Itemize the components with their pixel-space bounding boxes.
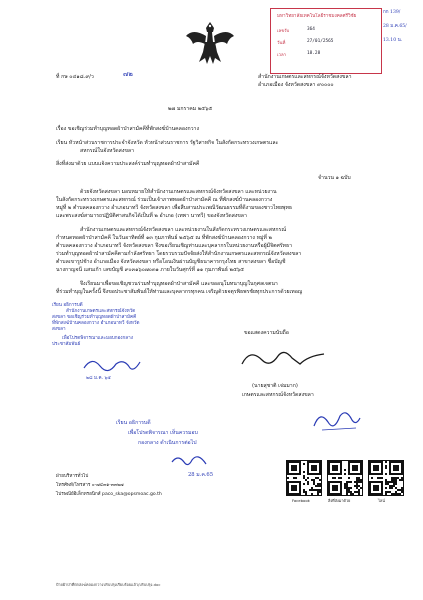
stamp-extra-date: 28 ม.ค.65/ <box>383 24 407 29</box>
note-left-l1: เรียน อธิการบดี <box>52 303 83 308</box>
body-p1-l2: ในสังกัดกระทรวงเกษตรและสหกรณ์ ร่วมเป็นเจ้าภาพทอดผ้าป่าสามัคคี ณ ที่พักสงฆ์บ้านคลองกวาง <box>56 197 273 203</box>
qr-label-enclosure: สิ่งที่ส่งมาด้วย <box>328 498 351 503</box>
contact-dept: ฝ่ายบริหารทั่วไป <box>56 474 89 479</box>
contact-tel: โทรศัพท์/โทรสาร ๐-๗๔๓๑-๓๓๒๗ <box>56 483 124 488</box>
body-p2-l2: กำหนดทอดผ้าป่าสามัคคี ในวันอาทิตย์ที่ ๑๓ กุมภาพันธ์ ๒๕๖๕ ณ ที่พักสงฆ์บ้านคลองกวาง หมู่ที่ ๒ <box>56 235 272 241</box>
qr-code-facebook[interactable] <box>286 460 322 496</box>
body-p2-l5: ตำบลเขารูปช้าง อำเภอเมือง จังหวัดสงขลา หรือโอนเงินผ่านบัญชีธนาคารกรุงไทย สาขาสงขลา ชื่อบัญชี <box>56 259 286 265</box>
contact-email: ไปรษณีย์อิเล็กทรอนิกส์ paco_ska@opsmoac.go.th <box>56 492 162 497</box>
stamp-value-date: 27/01/2565 <box>307 39 334 44</box>
body-p2-l1: สำนักงานเกษตรและสหกรณ์จังหวัดสงขลา และหน่วยงานในสังกัดกระทรวงเกษตรและสหกรณ์ <box>80 227 287 233</box>
note-left-signature-icon <box>82 356 142 378</box>
stamp-value-no: 364 <box>307 27 315 32</box>
body-p1-l1: ด้วยจังหวัดสงขลา มอบหมายให้สำนักงานเกษตรและสหกรณ์จังหวัดสงขลา และหน่วยงาน <box>80 189 277 195</box>
qr-code-enclosure[interactable] <box>327 460 363 496</box>
stamp-label-no: เลขรับ <box>277 29 290 34</box>
qr-pattern-icon <box>287 461 321 495</box>
note-left-l2: สำนักงานเกษตรและสหกรณ์จังหวัด <box>66 309 136 314</box>
signer-name: (นายสุชาติ เจ่มมาก) <box>252 383 298 389</box>
garuda-emblem-icon <box>183 18 237 68</box>
note-left-l7: ประชาสัมพันธ์ <box>52 342 81 347</box>
reference-number: ที่ กษ ๐๔๑๘.๙/ว <box>56 74 94 80</box>
stamp-label-time: เวลา <box>277 53 287 58</box>
body-p3-l2: ที่ร่วมทำบุญในครั้งนี้ จึงขอประชาสัมพันธ์ให้ท่านและบุคลากรทุกคน เจริญด้วยจตุรพิธพรชัยทุกประการด้วยเทอญ <box>56 289 303 295</box>
office-address: อำเภอเมือง จังหวัดสงขลา ๙๐๐๐๐ <box>258 82 334 88</box>
recipient-line1: เรียน หัวหน้าส่วนราชการประจำจังหวัด หัวหน้าส่วนราชการ รัฐวิสาหกิจ ในสังกัดกระทรวงเกษตรและ <box>56 140 279 146</box>
qr-pattern-icon <box>328 461 362 495</box>
closing: ขอแสดงความนับถือ <box>244 330 289 336</box>
qr-pattern-icon <box>369 461 403 495</box>
recipient-line2: สหกรณ์ในจังหวัดสงขลา <box>80 148 135 154</box>
office-name: สำนักงานเกษตรและสหกรณ์จังหวัดสงขลา <box>258 74 352 80</box>
reference-handwritten: ๗๒ <box>123 70 133 78</box>
note-left-l5: สงขลา <box>52 327 66 332</box>
footer-filename: ป้ายผ้าป่าที่พักสงฆ์คลองกวางปรับปรุงเรียบร้อยแล้ว/ปรับปรุง.doc <box>56 582 161 587</box>
note-mid-l1: เรียน อธิการบดี <box>116 420 151 426</box>
note-left-l4: ที่พักสงฆ์บ้านคลองกวาง อำเภอนาทวี จังหวัด <box>52 321 140 326</box>
letter-date: ๒๗ มกราคม ๒๕๖๕ <box>168 106 213 112</box>
stamp-org: มหาวิทยาลัยเทคโนโลยีราชมงคลศรีวิชัย <box>277 14 357 19</box>
receive-stamp <box>270 8 382 74</box>
subject: เรื่อง ขอเชิญร่วมทำบุญทอดผ้าป่าสามัคคีที่พักสงฆ์บ้านคลองกวาง <box>56 126 199 132</box>
qr-code-line[interactable] <box>368 460 404 496</box>
qr-label-line: ไลน์ <box>378 498 385 503</box>
enclosure: สิ่งที่ส่งมาด้วย แบบแจ้งความประสงค์ร่วมทำบุญทอดผ้าป่าสามัคคี <box>56 161 200 167</box>
body-p1-l3: หมู่ที่ ๒ ตำบลคลองกวาง อำเภอนาทวี จังหวัดสงขลา เพื่อสืบสานประเพณีวัฒนธรรมที่ดีงามของชาวไทยพุทธ <box>56 205 293 211</box>
note-mid-signature-icon <box>170 452 210 474</box>
official-signature-icon <box>238 346 328 376</box>
note-mid-date: 28 ม.ค.65 <box>188 472 214 478</box>
note-left-l3: สงขลา ขอเชิญร่วมทำบุญทอดผ้าป่าสามัคคี <box>52 315 137 320</box>
body-p3-l1: จึงเรียนมาเพื่อขอเชิญชวนร่วมทำบุญทอดผ้าป่าสามัคคี และขออนุโมทนาบุญในกุศลเจตนา <box>80 281 278 287</box>
body-p2-l6: นางกาญจนี แสนเก้า เลขบัญชี ๙๐๓๑๖๐๗๐๓๑ ภายในวันศุกร์ที่ ๑๑ กุมภาพันธ์ ๒๕๖๕ <box>56 267 245 273</box>
right-signature-icon <box>312 406 362 438</box>
stamp-label-date: วันที่ <box>277 41 286 46</box>
stamp-extra-no: กก 139/ <box>383 10 401 15</box>
note-mid-l2: เพื่อโปรดพิจารณา เห็นควรมอบ <box>128 430 198 436</box>
note-mid-l3: กองกลาง ดำเนินการต่อไป <box>138 440 197 446</box>
note-left-l6: เพื่อโปรดพิจารณาและมอบกองกลาง <box>62 336 133 341</box>
enclosure-qty: จำนวน ๑ ฉบับ <box>318 175 351 181</box>
stamp-extra-time: 13.10 น. <box>383 38 403 43</box>
qr-label-facebook: Facebook <box>292 498 310 503</box>
note-left-date: ๒๘ ม.ค. ๖๕ <box>86 376 111 381</box>
body-p1-l4: และพระสงฆ์สามารถปฏิบัติศาสนกิจได้เป็นที่ ๒ อำเภอ (เทพา นาทวี) ของจังหวัดสงขลา <box>56 213 247 219</box>
body-p2-l4: ร่วมทำบุญทอดผ้าป่าสามัคคีตามกำลังศรัทธา โดยรวบรวมปัจจัยส่งให้สำนักงานเกษตรและสหกรณ์จังหวัดสงขลา <box>56 251 302 257</box>
body-p2-l3: ตำบลคลองกวาง อำเภอนาทวี จังหวัดสงขลา จึงขอเรียนเชิญท่านและบุคลากรในหน่วยงานหรือผู้มีจิตศรัทธา <box>56 243 293 249</box>
signer-position: เกษตรและสหกรณ์จังหวัดสงขลา <box>242 392 314 398</box>
stamp-value-time: 18.28 <box>307 51 321 56</box>
